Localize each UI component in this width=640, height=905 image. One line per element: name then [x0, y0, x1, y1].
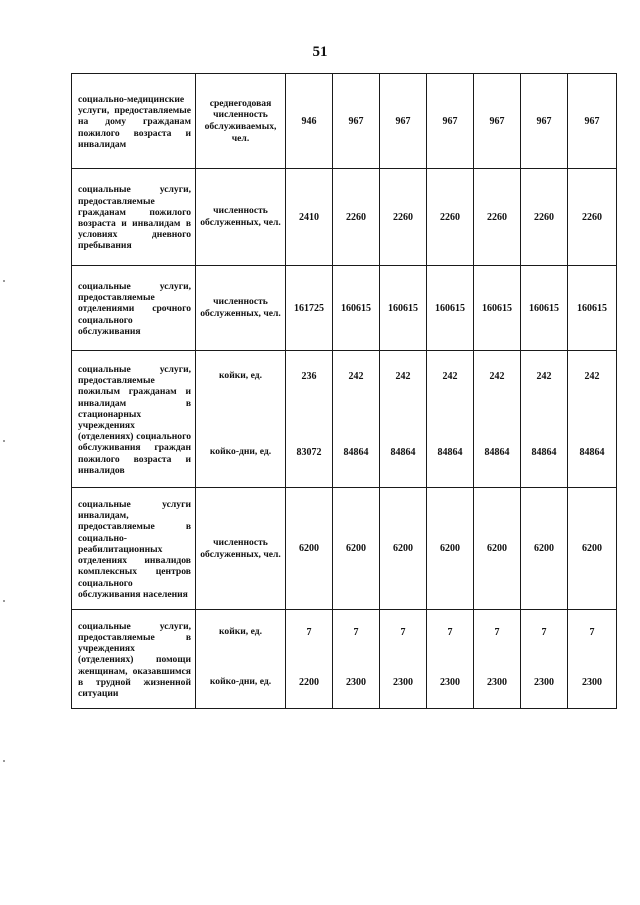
value-cell — [427, 488, 474, 610]
value-cell — [521, 351, 568, 488]
value: 7 — [353, 626, 359, 638]
value: 6200 — [346, 543, 366, 554]
value-cell — [474, 266, 521, 351]
value: 2410 — [299, 211, 319, 223]
service-name: социально-медицинские услуги, предоставляемые на дому гражданам пожилого возраста и инвалидам — [78, 93, 191, 150]
value-cell — [474, 169, 521, 266]
table-row — [72, 610, 617, 709]
value: 160615 — [341, 302, 371, 314]
scan-mark — [3, 760, 5, 762]
value: 84864 — [437, 446, 463, 458]
value: 83072 — [296, 446, 322, 458]
service-name: социальные услуги, предоставляемые гражданам пожилого возраста и инвалидам в условиях дневного пребывания — [78, 184, 191, 252]
table-row — [72, 74, 617, 169]
value: 84864 — [484, 446, 510, 458]
value: 84864 — [343, 446, 369, 458]
value-cell — [380, 610, 427, 709]
value: 967 — [348, 115, 364, 127]
value-cell — [521, 488, 568, 610]
value-cell — [474, 74, 521, 169]
value-cell — [286, 169, 333, 266]
value-cell — [568, 169, 617, 266]
value: 7 — [541, 626, 547, 638]
value-cell — [333, 266, 380, 351]
value-cell — [568, 351, 617, 488]
value: 242 — [348, 370, 364, 382]
value: 242 — [395, 370, 411, 382]
value: 242 — [584, 370, 600, 382]
value: 967 — [442, 115, 458, 127]
value-cell — [380, 266, 427, 351]
value-cell — [286, 266, 333, 351]
value: 2260 — [582, 211, 602, 223]
value-cell — [521, 74, 568, 169]
value: 7 — [306, 626, 312, 638]
indicator-label: численность обслуженных, чел. — [200, 296, 281, 319]
indicator-cell — [196, 351, 286, 488]
service-cell — [72, 488, 196, 610]
indicator-label: койко-дни, ед. — [209, 676, 272, 688]
indicator-label: койки, ед. — [219, 370, 262, 382]
value: 6200 — [487, 543, 507, 554]
table-row — [72, 351, 617, 488]
value-cell — [380, 351, 427, 488]
value-cell — [427, 74, 474, 169]
value: 2300 — [534, 676, 554, 688]
scan-mark — [3, 280, 5, 282]
value: 2300 — [440, 676, 460, 688]
value: 160615 — [482, 302, 512, 314]
service-cell — [72, 74, 196, 169]
value-cell — [333, 610, 380, 709]
value-cell — [427, 610, 474, 709]
indicator-label: среднегодовая численность обслуживаемых, чел. — [204, 97, 277, 144]
value: 7 — [589, 626, 595, 638]
value-cell — [427, 169, 474, 266]
value: 6200 — [299, 543, 319, 554]
value: 2200 — [299, 676, 319, 688]
indicator-label: койко-дни, ед. — [209, 446, 272, 458]
value: 946 — [301, 115, 317, 127]
value: 967 — [584, 115, 600, 127]
value: 242 — [442, 370, 458, 382]
value-cell — [427, 266, 474, 351]
value: 967 — [536, 115, 552, 127]
value: 6200 — [393, 543, 413, 554]
value-cell — [286, 488, 333, 610]
value: 7 — [400, 626, 406, 638]
value: 967 — [489, 115, 505, 127]
indicator-label: численность обслуженных, чел. — [200, 536, 281, 560]
value-cell — [333, 74, 380, 169]
value: 2260 — [393, 211, 413, 223]
value-cell — [333, 488, 380, 610]
indicator-label: численность обслуженных, чел. — [200, 205, 281, 228]
service-cell — [72, 610, 196, 709]
service-name: социальные услуги, предоставляемые отделениями срочного социального обслуживания — [78, 280, 191, 337]
value: 2300 — [393, 676, 413, 688]
value: 2300 — [487, 676, 507, 688]
table-row — [72, 266, 617, 351]
service-name: социальные услуги инвалидам, предоставляемые в социально-реабилитационных отделениях инвалидов комплексных центров социального обслуживания населения — [78, 499, 191, 600]
value: 242 — [536, 370, 552, 382]
indicator-cell — [196, 266, 286, 351]
table-body — [72, 74, 617, 709]
value: 2300 — [346, 676, 366, 688]
value: 84864 — [579, 446, 605, 458]
service-name: социальные услуги, предоставляемые пожилым гражданам и инвалидам в стационарных учреждениях (отделениях) социального обслуживания граждан пожилого возраста и инвалидов — [78, 363, 191, 476]
value: 84864 — [531, 446, 557, 458]
value: 967 — [395, 115, 411, 127]
scan-mark — [3, 440, 5, 442]
value-cell — [380, 169, 427, 266]
value: 2260 — [440, 211, 460, 223]
indicator-cell — [196, 169, 286, 266]
indicator-cell — [196, 74, 286, 169]
value-cell — [380, 74, 427, 169]
value-cell — [521, 610, 568, 709]
indicator-cell — [196, 610, 286, 709]
service-cell — [72, 351, 196, 488]
value: 160615 — [529, 302, 559, 314]
service-cell — [72, 169, 196, 266]
value: 2260 — [487, 211, 507, 223]
value: 2260 — [534, 211, 554, 223]
value: 6200 — [534, 543, 554, 554]
value-cell — [286, 610, 333, 709]
page-number: 51 — [312, 44, 328, 60]
value-cell — [427, 351, 474, 488]
value-cell — [568, 266, 617, 351]
value: 7 — [494, 626, 500, 638]
value-cell — [333, 169, 380, 266]
service-name: социальные услуги, предоставляемые в учреждениях (отделениях) помощи женщинам, оказавшимся в трудной жизненной ситуации — [78, 620, 191, 699]
value: 6200 — [582, 543, 602, 554]
value: 161725 — [294, 302, 324, 314]
value: 242 — [489, 370, 505, 382]
value: 160615 — [435, 302, 465, 314]
value-cell — [521, 169, 568, 266]
table-row — [72, 169, 617, 266]
value-cell — [568, 74, 617, 169]
value: 2300 — [582, 676, 602, 688]
value: 84864 — [390, 446, 416, 458]
value-cell — [474, 351, 521, 488]
value-cell — [568, 610, 617, 709]
value: 160615 — [577, 302, 607, 314]
indicator-cell — [196, 488, 286, 610]
value-cell — [380, 488, 427, 610]
service-cell — [72, 266, 196, 351]
value-cell — [286, 351, 333, 488]
value: 6200 — [440, 543, 460, 554]
value-cell — [333, 351, 380, 488]
scan-mark — [3, 600, 5, 602]
value-cell — [474, 488, 521, 610]
table-row — [72, 488, 617, 610]
value: 2260 — [346, 211, 366, 223]
indicator-label: койки, ед. — [219, 626, 262, 638]
value: 160615 — [388, 302, 418, 314]
value-cell — [568, 488, 617, 610]
value-cell — [286, 74, 333, 169]
value-cell — [521, 266, 568, 351]
value: 236 — [301, 370, 317, 382]
value-cell — [474, 610, 521, 709]
value: 7 — [447, 626, 453, 638]
services-table — [71, 73, 617, 709]
